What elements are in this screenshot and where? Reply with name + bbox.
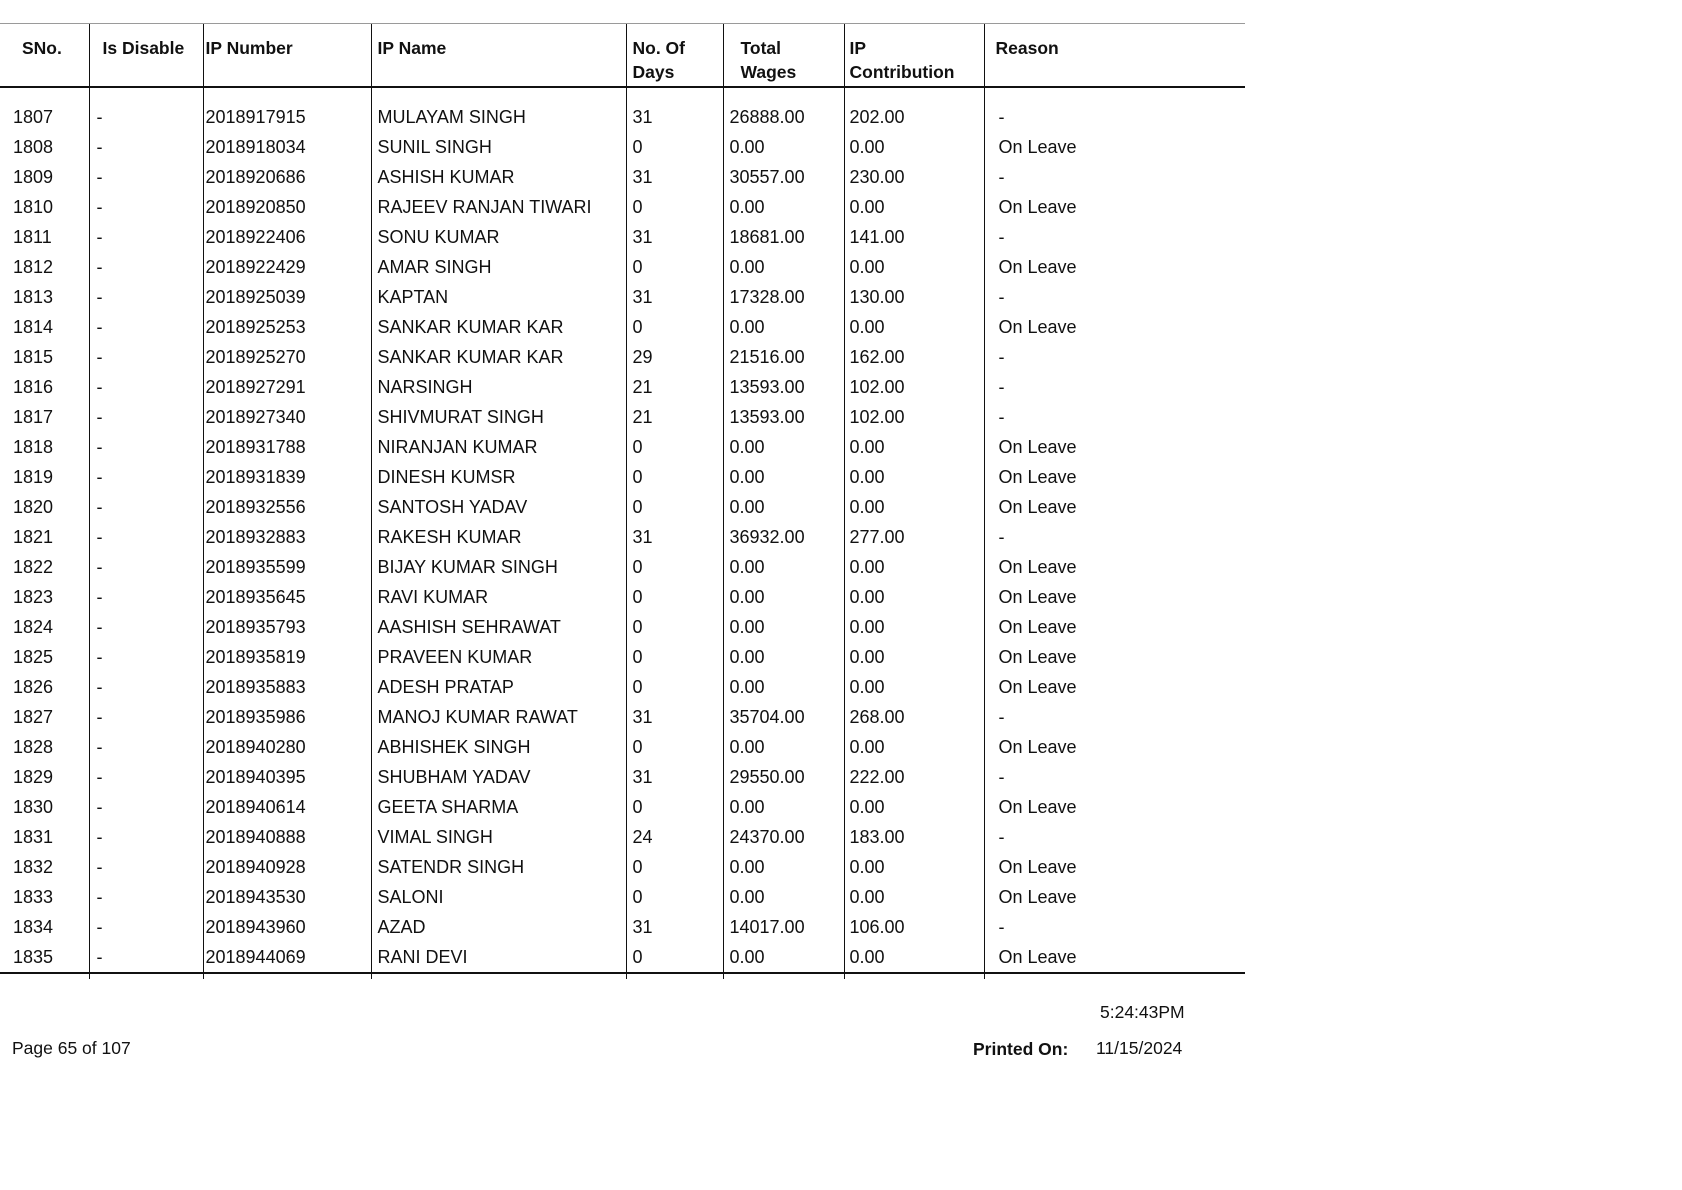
cell-ip-number: 2018932556 [203,492,371,522]
cell-is-disable: - [89,102,203,132]
table-row [0,912,1245,942]
table-tick-row [0,973,1245,979]
cell-total-wages: 0.00 [723,882,844,912]
cell-total-wages: 0.00 [723,552,844,582]
cell-ip-name: SONU KUMAR [371,222,626,252]
cell-ip-contribution: 222.00 [844,762,984,792]
cell-is-disable: - [89,282,203,312]
cell-ip-contribution: 130.00 [844,282,984,312]
cell-total-wages: 0.00 [723,672,844,702]
cell-ip-number: 2018920850 [203,192,371,222]
cell-reason: On Leave [984,252,1245,282]
cell-ip-number: 2018918034 [203,132,371,162]
header-ip-contribution-line2: Contribution [849,62,955,82]
cell-is-disable: - [89,762,203,792]
cell-ip-name: MULAYAM SINGH [371,102,626,132]
cell-ip-name: RANI DEVI [371,942,626,973]
table-row [0,582,1245,612]
table-row [0,612,1245,642]
cell-no-of-days: 0 [626,612,723,642]
cell-ip-contribution: 0.00 [844,552,984,582]
cell-is-disable: - [89,192,203,222]
header-reason [984,24,1245,88]
cell-sno: 1813 [13,287,54,307]
cell-ip-contribution: 0.00 [844,432,984,462]
cell-is-disable: - [89,252,203,282]
cell-sno: 1827 [13,707,54,727]
cell-sno: 1824 [13,617,54,637]
cell-ip-number: 2018927291 [203,372,371,402]
cell-total-wages: 35704.00 [723,702,844,732]
cell-no-of-days: 31 [626,912,723,942]
header-total-wages-line1: Total [740,38,782,58]
cell-reason: - [984,222,1245,252]
cell-ip-name: AZAD [371,912,626,942]
cell-total-wages: 18681.00 [723,222,844,252]
cell-is-disable: - [89,312,203,342]
table-row [0,132,1245,162]
cell-is-disable: - [89,672,203,702]
table-row [0,762,1245,792]
table-row [0,552,1245,582]
table-row [0,522,1245,552]
cell-no-of-days: 0 [626,552,723,582]
table-row [0,222,1245,252]
cell-ip-number: 2018935599 [203,552,371,582]
cell-sno: 1818 [13,437,54,457]
cell-ip-name: RAJEEV RANJAN TIWARI [371,192,626,222]
cell-sno: 1831 [13,827,54,847]
table-row [0,732,1245,762]
table-spacer-row [0,87,1245,102]
table-row [0,402,1245,432]
cell-ip-contribution: 0.00 [844,492,984,522]
table-row [0,342,1245,372]
cell-reason: - [984,402,1245,432]
printed-on-date: 11/15/2024 [1096,1038,1183,1058]
cell-reason: - [984,702,1245,732]
cell-no-of-days: 31 [626,102,723,132]
table-row [0,432,1245,462]
cell-reason: On Leave [984,792,1245,822]
cell-ip-contribution: 0.00 [844,882,984,912]
cell-ip-contribution: 162.00 [844,342,984,372]
table-row [0,702,1245,732]
cell-no-of-days: 31 [626,222,723,252]
cell-ip-number: 2018922429 [203,252,371,282]
header-sno-label: SNo. [22,38,62,58]
cell-ip-contribution: 0.00 [844,462,984,492]
cell-reason: On Leave [984,642,1245,672]
table-row [0,312,1245,342]
cell-reason: On Leave [984,192,1245,222]
cell-sno: 1821 [13,527,54,547]
cell-reason: On Leave [984,462,1245,492]
cell-sno: 1825 [13,647,54,667]
cell-ip-name: NIRANJAN KUMAR [371,432,626,462]
cell-no-of-days: 29 [626,342,723,372]
cell-reason: - [984,282,1245,312]
cell-no-of-days: 0 [626,672,723,702]
cell-sno: 1816 [13,377,54,397]
cell-total-wages: 0.00 [723,312,844,342]
table-row [0,282,1245,312]
table-row [0,252,1245,282]
cell-is-disable: - [89,402,203,432]
cell-ip-name: VIMAL SINGH [371,822,626,852]
cell-total-wages: 13593.00 [723,372,844,402]
cell-is-disable: - [89,822,203,852]
cell-is-disable: - [89,642,203,672]
table-foot [0,973,1245,979]
cell-is-disable: - [89,222,203,252]
cell-no-of-days: 0 [626,882,723,912]
cell-is-disable: - [89,612,203,642]
header-no-of-days-line1: No. Of [632,38,685,58]
cell-ip-contribution: 202.00 [844,102,984,132]
cell-no-of-days: 24 [626,822,723,852]
cell-ip-number: 2018925253 [203,312,371,342]
cell-total-wages: 0.00 [723,852,844,882]
cell-ip-name: BIJAY KUMAR SINGH [371,552,626,582]
cell-reason: On Leave [984,612,1245,642]
cell-ip-name: KAPTAN [371,282,626,312]
cell-is-disable: - [89,342,203,372]
cell-reason: On Leave [984,882,1245,912]
cell-sno: 1834 [13,917,54,937]
table-header [0,24,1245,88]
cell-ip-number: 2018943530 [203,882,371,912]
cell-reason: On Leave [984,672,1245,702]
cell-no-of-days: 0 [626,192,723,222]
cell-reason: On Leave [984,732,1245,762]
cell-ip-number: 2018931839 [203,462,371,492]
table-body [0,87,1245,973]
cell-total-wages: 26888.00 [723,102,844,132]
cell-is-disable: - [89,132,203,162]
cell-ip-contribution: 0.00 [844,732,984,762]
cell-total-wages: 14017.00 [723,912,844,942]
cell-ip-contribution: 0.00 [844,612,984,642]
table-row [0,372,1245,402]
cell-is-disable: - [89,942,203,973]
header-ip-contribution-line1: IP [849,38,867,58]
cell-ip-number: 2018935819 [203,642,371,672]
cell-sno: 1817 [13,407,54,427]
cell-ip-name: ASHISH KUMAR [371,162,626,192]
cell-total-wages: 0.00 [723,462,844,492]
cell-ip-number: 2018940888 [203,822,371,852]
printed-on-label: Printed On: [973,1039,1069,1059]
cell-no-of-days: 21 [626,402,723,432]
table-row [0,822,1245,852]
cell-is-disable: - [89,492,203,522]
cell-no-of-days: 0 [626,852,723,882]
cell-ip-name: SALONI [371,882,626,912]
cell-sno: 1811 [13,227,52,247]
cell-total-wages: 0.00 [723,492,844,522]
header-ip-number [203,24,371,88]
cell-sno: 1826 [13,677,54,697]
cell-sno: 1807 [13,107,54,127]
cell-ip-name: SATENDR SINGH [371,852,626,882]
cell-sno: 1809 [13,167,54,187]
cell-is-disable: - [89,882,203,912]
cell-no-of-days: 0 [626,942,723,973]
table-row [0,102,1245,132]
table-row [0,672,1245,702]
header-total-wages-line2: Wages [740,62,797,82]
cell-total-wages: 0.00 [723,132,844,162]
cell-no-of-days: 31 [626,762,723,792]
cell-no-of-days: 0 [626,432,723,462]
cell-total-wages: 0.00 [723,192,844,222]
cell-ip-name: SUNIL SINGH [371,132,626,162]
cell-ip-name: PRAVEEN KUMAR [371,642,626,672]
cell-reason: On Leave [984,312,1245,342]
cell-ip-number: 2018935645 [203,582,371,612]
cell-is-disable: - [89,522,203,552]
header-ip-name-label: IP Name [377,38,447,58]
cell-ip-contribution: 183.00 [844,822,984,852]
cell-reason: On Leave [984,432,1245,462]
cell-reason: - [984,342,1245,372]
cell-ip-contribution: 0.00 [844,132,984,162]
cell-ip-contribution: 0.00 [844,252,984,282]
table-row [0,792,1245,822]
cell-ip-name: SANKAR KUMAR KAR [371,312,626,342]
table-row [0,882,1245,912]
header-total-wages [723,24,844,88]
table-row [0,462,1245,492]
cell-is-disable: - [89,912,203,942]
cell-is-disable: - [89,852,203,882]
cell-ip-contribution: 0.00 [844,312,984,342]
cell-ip-number: 2018940280 [203,732,371,762]
cell-ip-number: 2018940928 [203,852,371,882]
cell-total-wages: 30557.00 [723,162,844,192]
cell-sno: 1810 [13,197,54,217]
cell-sno: 1812 [13,257,54,277]
cell-is-disable: - [89,162,203,192]
cell-reason: - [984,762,1245,792]
cell-total-wages: 0.00 [723,582,844,612]
header-ip-number-label: IP Number [205,38,293,58]
print-time: 5:24:43PM [1100,1002,1185,1022]
cell-is-disable: - [89,702,203,732]
cell-no-of-days: 31 [626,282,723,312]
cell-total-wages: 36932.00 [723,522,844,552]
cell-total-wages: 29550.00 [723,762,844,792]
cell-sno: 1832 [13,857,54,877]
cell-ip-name: SANKAR KUMAR KAR [371,342,626,372]
cell-ip-number: 2018944069 [203,942,371,973]
cell-ip-contribution: 230.00 [844,162,984,192]
cell-ip-number: 2018940395 [203,762,371,792]
cell-total-wages: 0.00 [723,732,844,762]
page-number: Page 65 of 107 [12,1038,131,1058]
cell-no-of-days: 0 [626,642,723,672]
cell-sno: 1828 [13,737,54,757]
cell-sno: 1823 [13,587,54,607]
cell-is-disable: - [89,432,203,462]
cell-ip-contribution: 102.00 [844,402,984,432]
cell-ip-number: 2018925039 [203,282,371,312]
cell-reason: - [984,822,1245,852]
cell-reason: - [984,912,1245,942]
cell-ip-contribution: 0.00 [844,192,984,222]
cell-is-disable: - [89,792,203,822]
table-row [0,492,1245,522]
cell-reason: - [984,372,1245,402]
cell-reason: On Leave [984,552,1245,582]
cell-ip-number: 2018935883 [203,672,371,702]
cell-is-disable: - [89,552,203,582]
cell-ip-contribution: 0.00 [844,642,984,672]
cell-total-wages: 0.00 [723,942,844,973]
cell-ip-number: 2018927340 [203,402,371,432]
cell-ip-contribution: 268.00 [844,702,984,732]
cell-reason: - [984,162,1245,192]
cell-no-of-days: 0 [626,732,723,762]
cell-total-wages: 0.00 [723,642,844,672]
header-no-of-days [626,24,723,88]
cell-ip-contribution: 277.00 [844,522,984,552]
cell-no-of-days: 31 [626,522,723,552]
cell-no-of-days: 21 [626,372,723,402]
cell-ip-contribution: 0.00 [844,672,984,702]
cell-sno: 1833 [13,887,54,907]
cell-sno: 1835 [0,942,89,973]
cell-ip-name: NARSINGH [371,372,626,402]
header-reason-label: Reason [995,38,1059,58]
cell-no-of-days: 0 [626,132,723,162]
cell-ip-name: ADESH PRATAP [371,672,626,702]
cell-reason: On Leave [984,492,1245,522]
cell-ip-name: MANOJ KUMAR RAWAT [371,702,626,732]
header-is-disable [89,24,203,88]
header-is-disable-label: Is Disable [102,38,185,58]
cell-total-wages: 0.00 [723,792,844,822]
cell-is-disable: - [89,462,203,492]
table-row [0,942,1245,973]
cell-ip-name: ABHISHEK SINGH [371,732,626,762]
cell-ip-number: 2018935986 [203,702,371,732]
cell-no-of-days: 31 [626,702,723,732]
cell-reason: - [984,102,1245,132]
cell-ip-name: RAKESH KUMAR [371,522,626,552]
cell-reason: - [984,522,1245,552]
cell-no-of-days: 0 [626,462,723,492]
cell-ip-name: AMAR SINGH [371,252,626,282]
cell-sno: 1814 [13,317,54,337]
header-ip-name [371,24,626,88]
cell-ip-name: AASHISH SEHRAWAT [371,612,626,642]
cell-ip-name: SHIVMURAT SINGH [371,402,626,432]
cell-sno: 1822 [13,557,54,577]
cell-no-of-days: 0 [626,582,723,612]
table-row [0,642,1245,672]
cell-ip-contribution: 0.00 [844,942,984,973]
cell-total-wages: 0.00 [723,432,844,462]
cell-no-of-days: 0 [626,312,723,342]
cell-sno: 1829 [13,767,54,787]
header-row [0,24,1245,88]
header-no-of-days-line2: Days [632,62,675,82]
cell-sno: 1820 [13,497,54,517]
cell-reason: On Leave [984,942,1245,973]
cell-sno: 1819 [13,467,54,487]
table-row [0,852,1245,882]
header-sno [0,24,89,88]
cell-ip-contribution: 141.00 [844,222,984,252]
header-ip-contribution [844,24,984,88]
table-row [0,162,1245,192]
cell-ip-number: 2018920686 [203,162,371,192]
cell-ip-number: 2018943960 [203,912,371,942]
cell-sno: 1830 [13,797,54,817]
cell-is-disable: - [89,582,203,612]
cell-ip-name: SANTOSH YADAV [371,492,626,522]
cell-ip-contribution: 102.00 [844,372,984,402]
cell-no-of-days: 0 [626,792,723,822]
contribution-table [0,23,1245,979]
cell-total-wages: 24370.00 [723,822,844,852]
cell-ip-contribution: 0.00 [844,582,984,612]
cell-is-disable: - [89,732,203,762]
cell-total-wages: 0.00 [723,252,844,282]
cell-ip-contribution: 0.00 [844,792,984,822]
cell-ip-number: 2018922406 [203,222,371,252]
cell-reason: On Leave [984,132,1245,162]
cell-is-disable: - [89,372,203,402]
cell-ip-name: SHUBHAM YADAV [371,762,626,792]
cell-total-wages: 21516.00 [723,342,844,372]
cell-ip-name: RAVI KUMAR [371,582,626,612]
cell-reason: On Leave [984,582,1245,612]
cell-reason: On Leave [984,852,1245,882]
cell-ip-contribution: 0.00 [844,852,984,882]
cell-no-of-days: 0 [626,492,723,522]
cell-ip-number: 2018932883 [203,522,371,552]
cell-ip-number: 2018917915 [203,102,371,132]
cell-ip-name: GEETA SHARMA [371,792,626,822]
cell-sno: 1815 [13,347,54,367]
cell-ip-number: 2018935793 [203,612,371,642]
cell-no-of-days: 0 [626,252,723,282]
table-row [0,192,1245,222]
cell-ip-name: DINESH KUMSR [371,462,626,492]
cell-no-of-days: 31 [626,162,723,192]
cell-sno: 1808 [13,137,54,157]
cell-ip-number: 2018940614 [203,792,371,822]
cell-total-wages: 0.00 [723,612,844,642]
cell-total-wages: 17328.00 [723,282,844,312]
cell-ip-contribution: 106.00 [844,912,984,942]
cell-ip-number: 2018925270 [203,342,371,372]
cell-total-wages: 13593.00 [723,402,844,432]
cell-ip-number: 2018931788 [203,432,371,462]
